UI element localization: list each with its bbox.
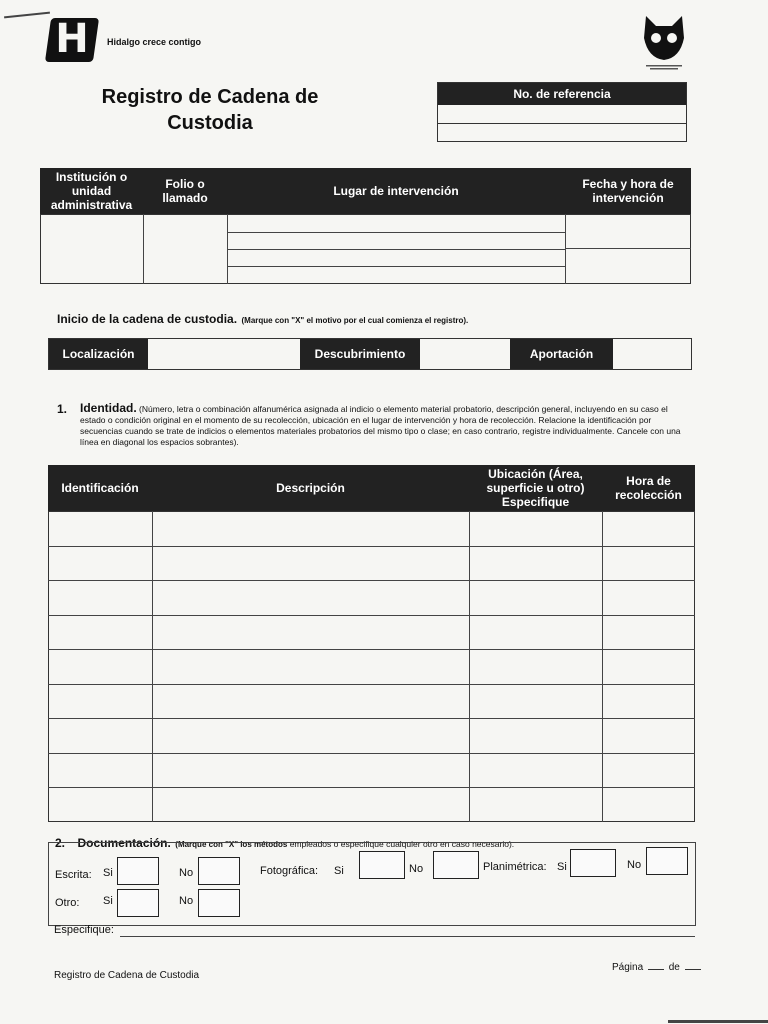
documentacion-box: [48, 842, 696, 926]
table-row-divider: [48, 580, 695, 581]
divider: [227, 232, 565, 233]
reference-field-2[interactable]: [438, 124, 686, 142]
col-folio: Folio o llamado: [143, 168, 227, 214]
otro-no-checkbox[interactable]: [198, 889, 240, 917]
otro-si-label: Si: [103, 895, 113, 907]
planimetrica-si-label: Si: [557, 861, 567, 873]
inicio-heading: Inicio de la cadena de custodia. (Marque con "X" el motivo por el cual comienza el registro).: [57, 312, 469, 326]
reference-field-1[interactable]: [438, 105, 686, 124]
checkbox-aportacion[interactable]: [613, 339, 691, 369]
identidad-heading: 1.: [57, 402, 68, 416]
col-fecha: Fecha y hora de intervención: [565, 168, 691, 214]
identidad-body: [48, 511, 695, 822]
col-lugar: Lugar de intervención: [227, 168, 565, 214]
divider: [227, 249, 565, 250]
option-aportacion: Aportación: [510, 339, 613, 369]
divider: [565, 214, 566, 284]
identidad-note: Identidad. (Número, letra o combinación alfanumérica asignada al indicio o elemento material probatorio, descripción general, incluyendo en su caso el estado o condición original en el momento de su recolección, ubicación en el lugar de intervención y hora de recolección. Relacione la identificación por secuencias cuando se trate de indicios o elementos materiales probatorios del mismo tipo o clase; en caso contrario, registre individualmente. Cancele con una línea en diagonal los espacios sobrantes).: [80, 401, 681, 447]
escrita-si-checkbox[interactable]: [117, 857, 159, 885]
page-number: Página de: [612, 962, 703, 973]
table-row-divider: [48, 615, 695, 616]
table-row-divider: [48, 753, 695, 754]
planimetrica-si-checkbox[interactable]: [570, 849, 616, 877]
escrita-label: Escrita:: [55, 869, 92, 881]
option-descubrimiento: Descubrimiento: [300, 339, 420, 369]
table-row-divider: [48, 684, 695, 685]
table-row-divider: [48, 787, 695, 788]
table-row-divider: [48, 649, 695, 650]
fotografica-no-checkbox[interactable]: [433, 851, 479, 879]
otro-label: Otro:: [55, 897, 80, 909]
planimetrica-no-label: No: [627, 859, 642, 871]
reference-box: [437, 82, 687, 142]
fotografica-label: Fotográfica:: [260, 865, 319, 877]
col-hora: Hora de recolección: [602, 465, 695, 511]
escrita-no-checkbox[interactable]: [198, 857, 240, 885]
column-divider: [152, 511, 153, 822]
escrita-no-label: No: [179, 867, 194, 879]
planimetrica-no-checkbox[interactable]: [646, 847, 688, 875]
intervention-table: [40, 168, 691, 284]
footer-title: Registro de Cadena de Custodia: [54, 970, 200, 981]
column-divider: [469, 511, 470, 822]
otro-no-label: No: [179, 895, 194, 907]
bottom-edge-mark: [668, 1020, 768, 1023]
col-ubicacion: Ubicación (Área, superficie u otro) Especifique: [469, 465, 602, 511]
divider: [227, 266, 565, 267]
escrita-si-label: Si: [103, 867, 113, 879]
col-institucion: Institución o unidad administrativa: [40, 168, 143, 214]
col-identificacion: Identificación: [48, 465, 152, 511]
otro-si-checkbox[interactable]: [117, 889, 159, 917]
emblem-icon: [640, 12, 688, 72]
logo-letter: H: [55, 16, 89, 62]
column-divider: [602, 511, 603, 822]
corner-mark: [4, 12, 50, 19]
especifique-line[interactable]: [120, 936, 695, 937]
motivo-row: [48, 338, 692, 370]
brand-text: Hidalgo crece contigo: [107, 37, 202, 47]
identidad-table: [48, 465, 695, 822]
fotografica-si-label: Si: [334, 865, 344, 877]
fotografica-no-label: No: [409, 863, 424, 875]
table-row-divider: [48, 718, 695, 719]
checkbox-localizacion[interactable]: [148, 339, 300, 369]
page-title: Registro de Cadena de Custodia: [101, 86, 319, 134]
option-localizacion: Localización: [49, 339, 148, 369]
planimetrica-label: Planimétrica:: [483, 861, 547, 873]
page-current-field[interactable]: [648, 969, 664, 970]
divider: [143, 214, 144, 284]
col-descripcion: Descripción: [152, 465, 469, 511]
page-total-field[interactable]: [685, 969, 701, 970]
divider: [565, 248, 691, 249]
reference-label: No. de referencia: [438, 83, 686, 105]
checkbox-descubrimiento[interactable]: [420, 339, 510, 369]
fotografica-si-checkbox[interactable]: [359, 851, 405, 879]
table-row-divider: [48, 546, 695, 547]
especifique-label: Especifique:: [54, 924, 114, 936]
documentacion-heading: 2. Documentación. (Marque con "X" los métodos empleados o especifique cualquier otro en caso necesario).: [55, 836, 515, 850]
